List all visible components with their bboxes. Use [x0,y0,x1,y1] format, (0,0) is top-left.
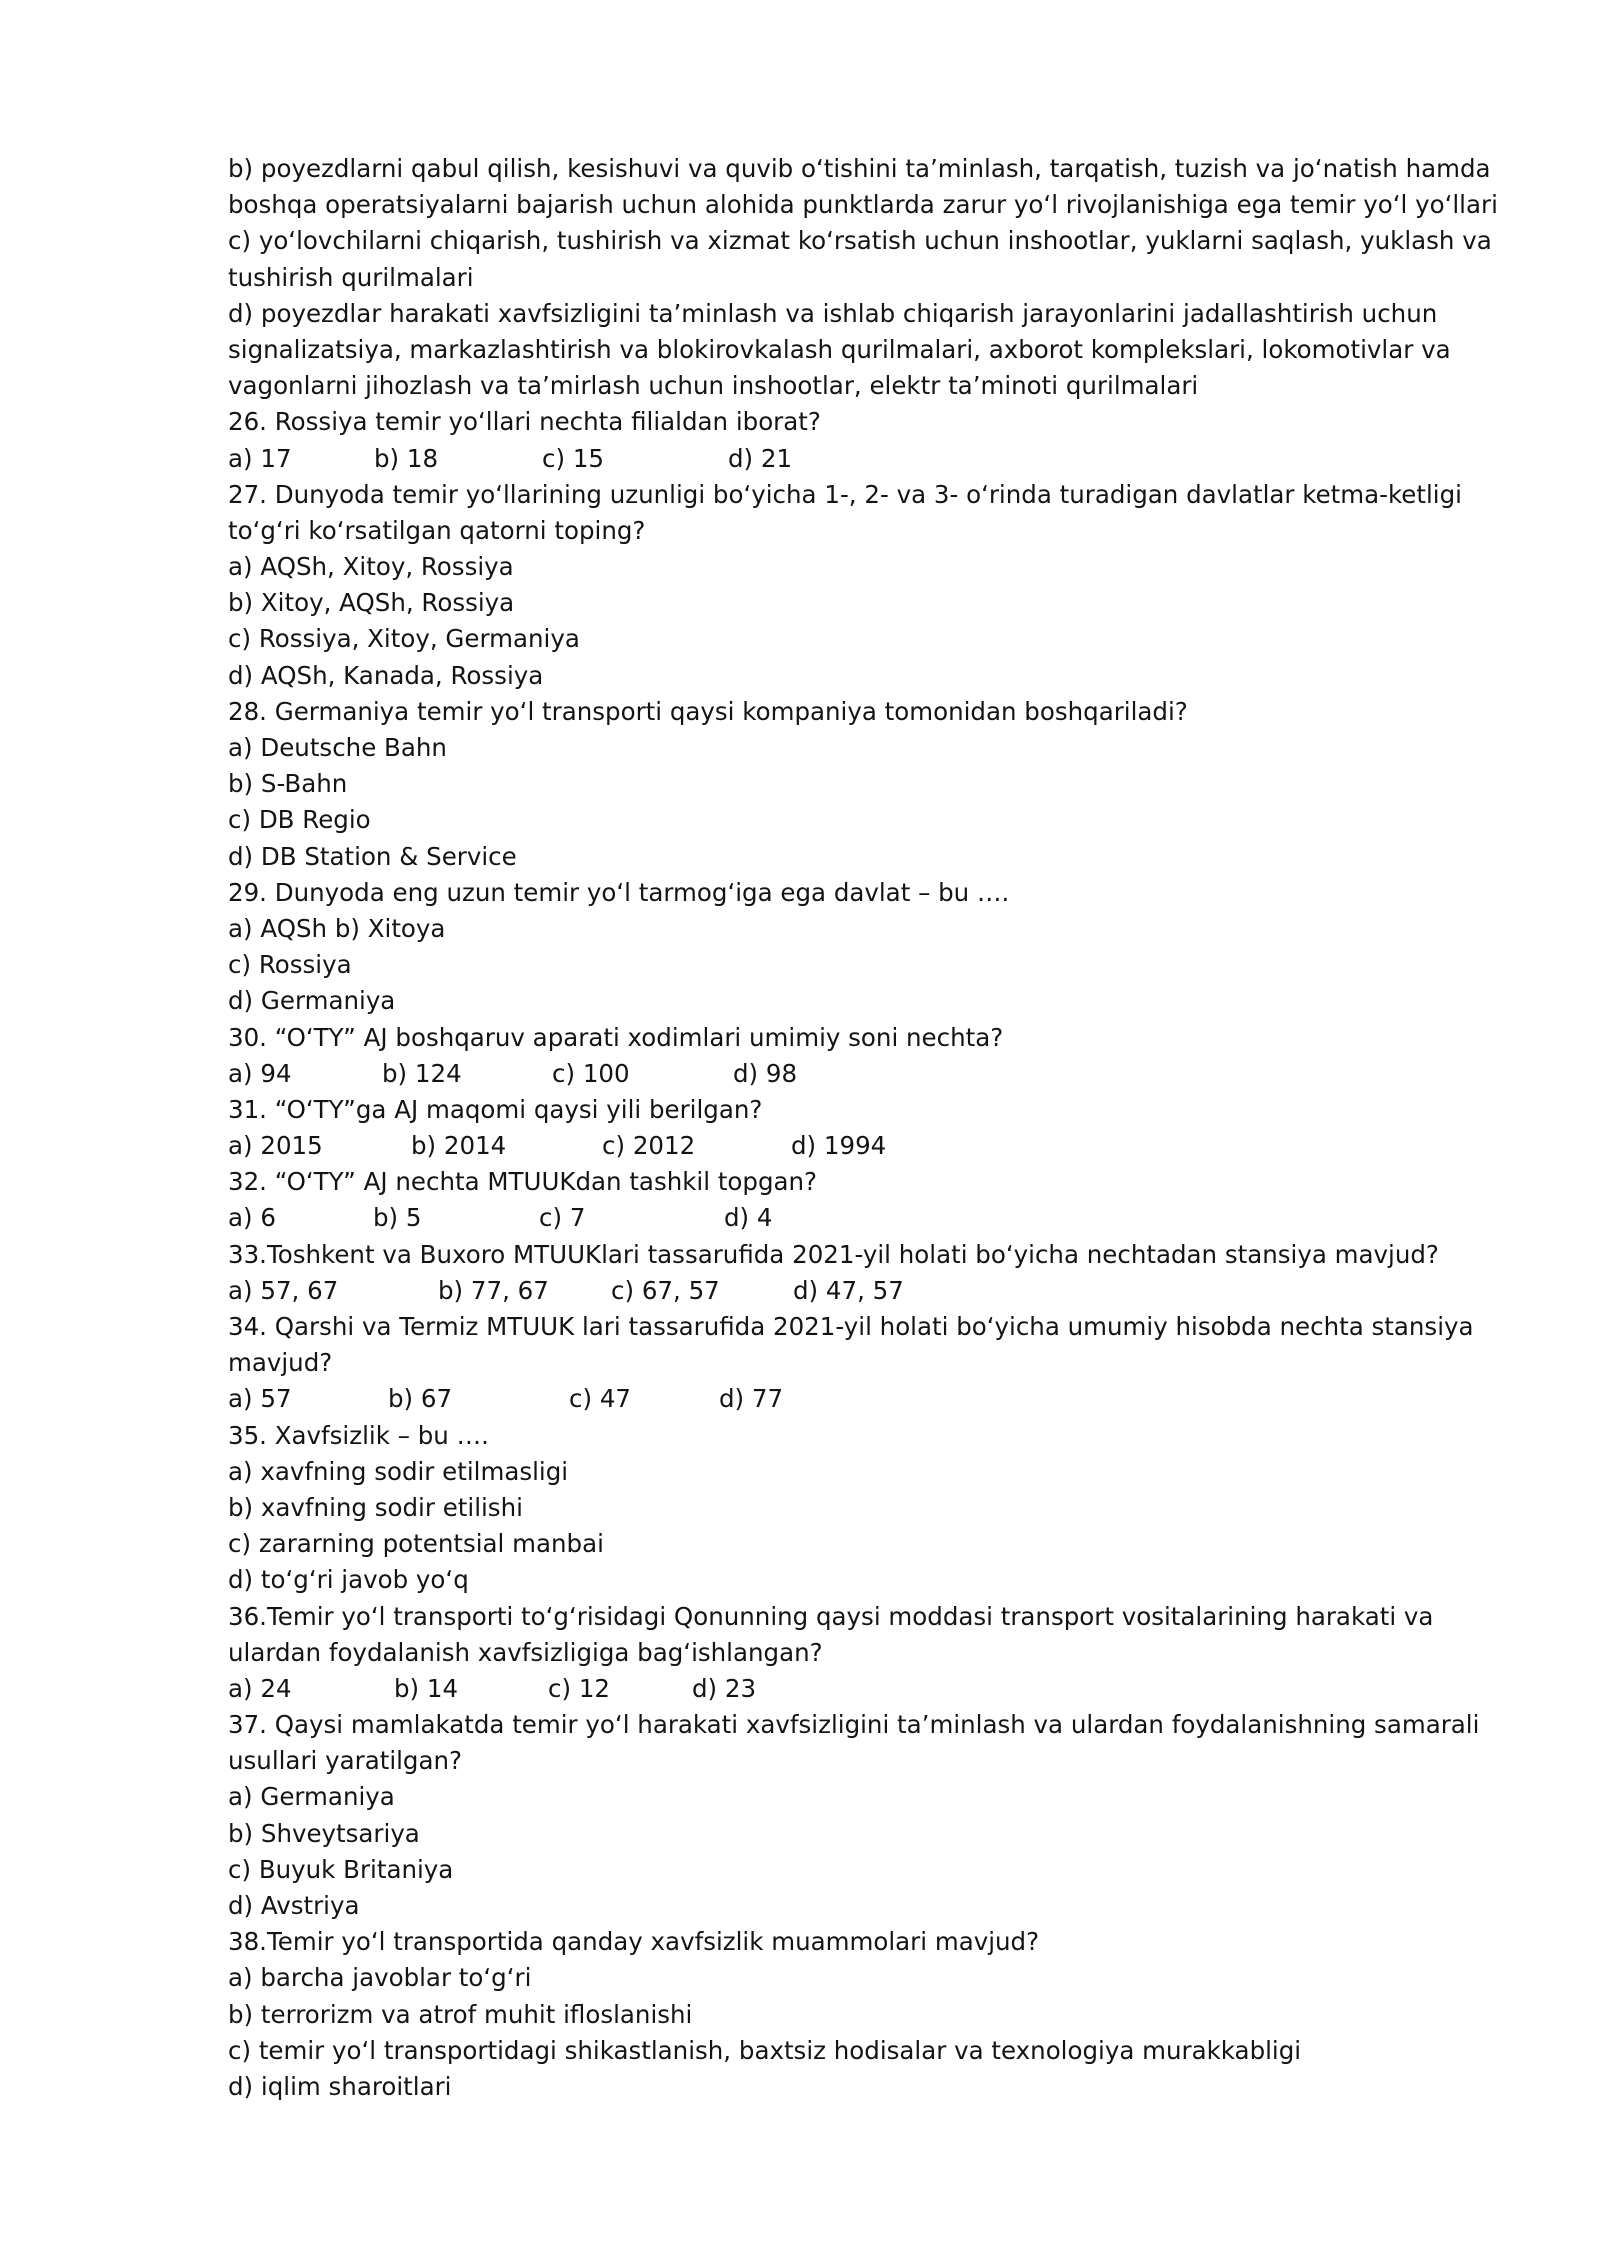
answer-option: c) 47 [569,1384,631,1414]
answer-option: b) poyezdlarni qabul qilish, kesishuvi va quvib o‘tishini ta’minlash, tarqatish, tuzish va jo‘natish hamda [228,154,1491,183]
text-line: to‘g‘ri ko‘rsatilgan qatorni toping? [228,515,646,545]
answer-options-row [228,1200,1478,1236]
answer-option: a) xavfning sodir etilmasligi [228,1456,569,1486]
answer-option: d) 4 [724,1203,773,1233]
question-text: 35. Xavfsizlik – bu …. [228,1420,489,1450]
answer-options-row [228,1128,1478,1164]
answer-option: d) Germaniya [228,986,396,1016]
answer-option: c) 12 [548,1673,610,1703]
answer-option: c) zararning potentsial manbai [228,1529,604,1559]
question-text: 28. Germaniya temir yo‘l transporti qaysi kompaniya tomonidan boshqariladi? [228,696,1188,726]
answer-option: d) iqlim sharoitlari [228,2071,452,2101]
question-text: 37. Qaysi mamlakatda temir yo‘l harakati xavfsizligini ta’minlash va ulardan foydalanishning samarali [228,1710,1480,1740]
answer-option: d) poyezdlar harakati xavfsizligini ta’minlash va ishlab chiqarish jarayonlarini jadallashtirish uchun [228,298,1438,328]
question-text: 29. Dunyoda eng uzun temir yo‘l tarmog‘iga ega davlat – bu …. [228,877,1010,907]
answer-option: a) 2015 [228,1131,323,1161]
answer-options-row [228,1056,1478,1092]
answer-option: c) Rossiya [228,950,352,980]
question-text: 31. “O‘TY”ga AJ maqomi qaysi yili berilgan? [228,1094,763,1124]
question-text: 32. “O‘TY” AJ nechta MTUUKdan tashkil topgan? [228,1167,818,1197]
answer-option: b) 5 [373,1203,422,1233]
answer-option: c) 67, 57 [611,1275,720,1305]
answer-option: b) S-Bahn [228,769,348,799]
answer-option: a) 17 [228,443,292,473]
answer-option: d) to‘g‘ri javob yo‘q [228,1565,469,1595]
answer-options-row [228,1671,1478,1707]
answer-option: b) 18 [374,443,439,473]
question-text: 30. “O‘TY” AJ boshqaruv aparati xodimlari umimiy soni nechta? [228,1022,1004,1052]
question-text: 36.Temir yo‘l transporti to‘g‘risidagi Qonunning qaysi moddasi transport vositalarining harakati va [228,1601,1434,1631]
text-line: signalizatsiya, markazlashtirish va blokirovkalash qurilmalari, axborot komplekslari, lokomotivlar va [228,334,1451,364]
document-body [228,151,1498,2105]
answer-option: d) 23 [692,1673,757,1703]
answer-option: c) 100 [552,1058,630,1088]
answer-option: a) 24 [228,1673,292,1703]
answer-option: b) 67 [388,1384,453,1414]
answer-option: c) yo‘lovchilarni chiqarish, tushirish va xizmat ko‘rsatish uchun inshootlar, yuklarni saqlash, yuklash va [228,226,1492,256]
answer-option: c) DB Regio [228,805,371,835]
answer-option: d) 21 [728,443,793,473]
answer-option: b) Shveytsariya [228,1818,420,1848]
answer-option: a) 57, 67 [228,1275,339,1305]
answer-option: a) 94 [228,1058,292,1088]
text-line: boshqa operatsiyalarni bajarish uchun alohida punktlarda zarur yo‘l rivojlanishiga ega temir yo‘l yo‘llari [228,190,1498,220]
answer-option: d) 98 [733,1058,798,1088]
answer-option: b) 14 [394,1673,459,1703]
answer-option: c) 2012 [602,1131,696,1161]
question-text: 38.Temir yo‘l transportida qanday xavfsizlik muammolari mavjud? [228,1927,1040,1957]
answer-option: c) 7 [539,1203,586,1233]
answer-options-row [228,1381,1478,1417]
answer-option: c) Rossiya, Xitoy, Germaniya [228,624,580,654]
text-line: ulardan foydalanish xavfsizligiga bag‘ishlangan? [228,1637,823,1667]
answer-option: b) 2014 [411,1131,507,1161]
answer-option: b) 124 [382,1058,462,1088]
answer-options-row [228,1273,1478,1309]
question-text: 27. Dunyoda temir yo‘llarining uzunligi bo‘yicha 1-, 2- va 3- o‘rinda turadigan davlatlar ketma-ketligi [228,479,1462,509]
answer-option: d) 47, 57 [793,1275,904,1305]
answer-option: a) Germaniya [228,1782,395,1812]
answer-option: d) DB Station & Service [228,841,517,871]
answer-option: a) AQSh b) Xitoya [228,913,446,943]
answer-option: c) 15 [542,443,604,473]
answer-option: c) Buyuk Britaniya [228,1854,454,1884]
answer-option: d) 77 [719,1384,784,1414]
answer-option: d) AQSh, Kanada, Rossiya [228,660,544,690]
question-text: 33.Toshkent va Buxoro MTUUKlari tassarufida 2021-yil holati bo‘yicha nechtadan stansiya mavjud? [228,1239,1439,1269]
text-line: mavjud? [228,1348,333,1378]
answer-option: a) AQSh, Xitoy, Rossiya [228,552,514,582]
answer-option: c) temir yo‘l transportidagi shikastlanish, baxtsiz hodisalar va texnologiya murakkabligi [228,2035,1302,2065]
answer-options-row [228,441,1478,477]
text-line: tushirish qurilmalari [228,262,474,292]
text-line: usullari yaratilgan? [228,1746,463,1776]
question-text: 34. Qarshi va Termiz MTUUK lari tassarufida 2021-yil holati bo‘yicha umumiy hisobda nechta stansiya [228,1312,1474,1341]
answer-option: b) xavfning sodir etilishi [228,1492,523,1522]
answer-option: d) 1994 [791,1131,887,1161]
text-line: vagonlarni jihozlash va ta’mirlash uchun inshootlar, elektr ta’minoti qurilmalari [228,371,1199,401]
answer-option: b) terrorizm va atrof muhit ifloslanishi [228,1999,693,2029]
answer-option: b) 77, 67 [438,1275,549,1305]
answer-option: a) 57 [228,1384,292,1414]
question-text: 26. Rossiya temir yo‘llari nechta filialdan iborat? [228,407,821,437]
answer-option: b) Xitoy, AQSh, Rossiya [228,588,515,618]
answer-option: a) 6 [228,1203,276,1233]
answer-option: a) Deutsche Bahn [228,733,447,762]
answer-option: d) Avstriya [228,1891,360,1920]
answer-option: a) barcha javoblar to‘g‘ri [228,1963,532,1993]
